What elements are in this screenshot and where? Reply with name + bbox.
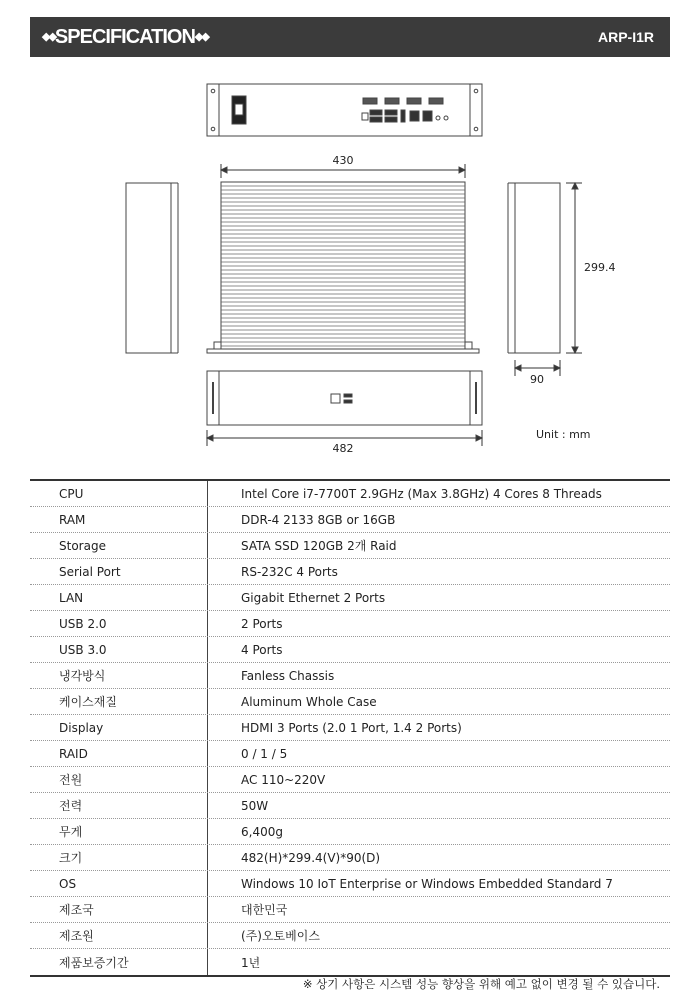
- spec-row: [30, 585, 670, 611]
- spec-row: [30, 819, 670, 845]
- dim-height-label: 299.4: [584, 261, 616, 274]
- unit-label: Unit : mm: [536, 428, 591, 441]
- spec-row: [30, 507, 670, 533]
- spec-row: [30, 663, 670, 689]
- spec-table: [30, 479, 670, 977]
- spec-value: AC 110~220V: [241, 772, 326, 787]
- spec-value: Aluminum Whole Case: [241, 694, 377, 709]
- spec-label: OS: [30, 871, 208, 896]
- spec-row: [30, 949, 670, 975]
- spec-label: 제조원: [30, 923, 208, 948]
- rear-view: [207, 84, 482, 136]
- spec-label: 냉각방식: [30, 663, 208, 688]
- spec-row: [30, 481, 670, 507]
- spec-row: [30, 767, 670, 793]
- spec-label: USB 3.0: [30, 637, 208, 662]
- spec-value: 50W: [241, 798, 269, 813]
- spec-label: 케이스재질: [30, 689, 208, 714]
- spec-label: 전력: [30, 793, 208, 818]
- spec-value: SATA SSD 120GB 2개 Raid: [241, 539, 397, 553]
- spec-value: Gigabit Ethernet 2 Ports: [241, 590, 386, 605]
- diamond-deco-left: ◆◆: [42, 31, 55, 43]
- dim-rack-width-label: 482: [332, 442, 354, 455]
- spec-value: Intel Core i7-7700T 2.9GHz (Max 3.8GHz) 4 Cores 8 Threads: [241, 486, 602, 501]
- left-side-view: [126, 183, 178, 353]
- spec-row: [30, 923, 670, 949]
- header-title: [42, 17, 208, 57]
- dim-depth-label: 90: [530, 373, 544, 386]
- notice-text: ※ 상기 사항은 시스템 성능 향상을 위해 예고 없이 변경 될 수 있습니다.: [302, 977, 660, 991]
- spec-value: (주)오토베이스: [241, 929, 320, 943]
- spec-row: [30, 741, 670, 767]
- spec-label: LAN: [30, 585, 208, 610]
- spec-label: RAM: [30, 507, 208, 532]
- spec-row: [30, 559, 670, 585]
- front-view: [207, 371, 482, 446]
- spec-row: [30, 689, 670, 715]
- spec-row: [30, 611, 670, 637]
- spec-value: Windows 10 IoT Enterprise or Windows Embedded Standard 7: [241, 876, 613, 891]
- heatsink-fins: [221, 186, 465, 346]
- drawing-svg: [0, 60, 700, 470]
- spec-header: [30, 17, 670, 57]
- spec-label: 전원: [30, 767, 208, 792]
- spec-label: 무게: [30, 819, 208, 844]
- spec-value: DDR-4 2133 8GB or 16GB: [241, 512, 396, 527]
- spec-value: RS-232C 4 Ports: [241, 564, 338, 579]
- spec-label: Serial Port: [30, 559, 208, 584]
- top-view: [207, 164, 479, 353]
- spec-label: 제품보증기간: [30, 949, 208, 975]
- spec-label: 크기: [30, 845, 208, 870]
- spec-value: 0 / 1 / 5: [241, 746, 288, 761]
- spec-value: 2 Ports: [241, 616, 283, 631]
- spec-label: 제조국: [30, 897, 208, 922]
- spec-value: 482(H)*299.4(V)*90(D): [241, 850, 381, 865]
- spec-value: 대한민국: [241, 903, 288, 917]
- spec-row: [30, 533, 670, 559]
- right-side-view: [508, 183, 582, 376]
- spec-label: Display: [30, 715, 208, 740]
- spec-value: 6,400g: [241, 824, 283, 839]
- spec-row: [30, 637, 670, 663]
- spec-row: [30, 715, 670, 741]
- spec-row: [30, 793, 670, 819]
- spec-label: RAID: [30, 741, 208, 766]
- spec-label: Storage: [30, 533, 208, 558]
- spec-row: [30, 845, 670, 871]
- spec-label: CPU: [30, 481, 208, 506]
- spec-row: [30, 897, 670, 923]
- header-title-text: SPECIFICATION: [54, 26, 195, 48]
- diamond-deco-right: ◆◆: [194, 31, 208, 43]
- spec-value: HDMI 3 Ports (2.0 1 Port, 1.4 2 Ports): [241, 720, 462, 735]
- spec-value: 1년: [241, 955, 261, 970]
- spec-row: [30, 871, 670, 897]
- spec-value: 4 Ports: [241, 642, 283, 657]
- model-name: ARP-I1R: [597, 29, 654, 45]
- technical-drawing: [0, 60, 700, 470]
- spec-value: Fanless Chassis: [241, 668, 335, 683]
- spec-label: USB 2.0: [30, 611, 208, 636]
- dim-width-label: 430: [332, 154, 354, 167]
